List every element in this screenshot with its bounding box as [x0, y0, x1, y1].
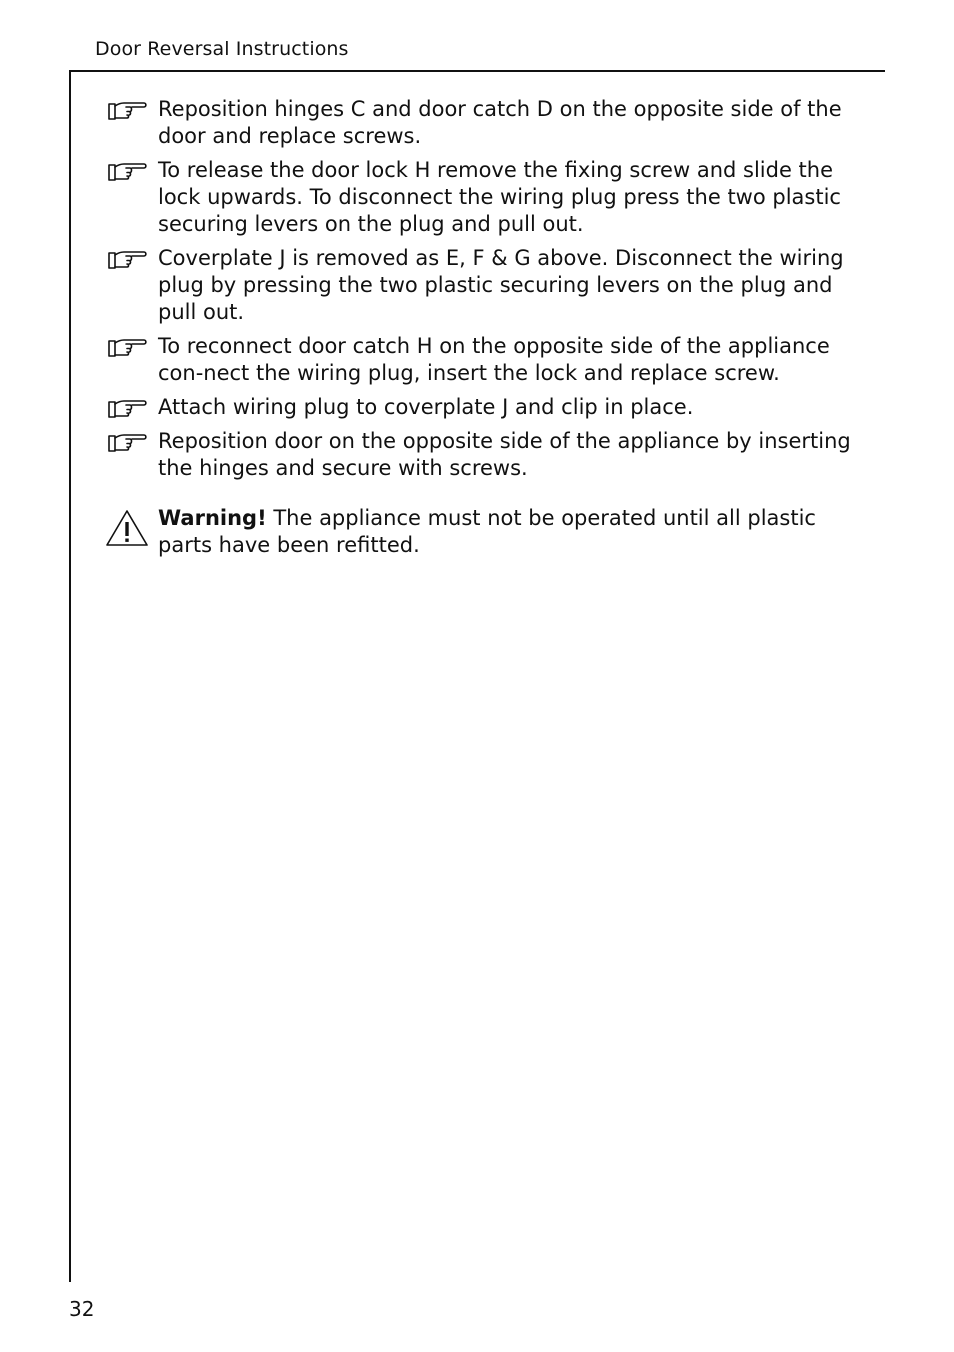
list-item [105, 157, 865, 238]
list-item [105, 245, 865, 326]
instruction-text: Coverplate J is removed as E, F & G above. Disconnect the wiring plug by pressing the two plastic securing levers on the plug and pull out. [158, 246, 844, 324]
warning-text: The appliance must not be operated until all plastic parts have been refitted. [158, 506, 816, 557]
pointing-hand-icon [108, 337, 148, 359]
header-rule [69, 70, 885, 72]
instruction-text: To reconnect door catch H on the opposite side of the appliance con-nect the wiring plug, insert the lock and replace screw. [158, 334, 830, 385]
list-item [105, 394, 865, 421]
warning-note [105, 505, 865, 559]
pointing-hand-icon [108, 249, 148, 271]
warning-triangle-icon [105, 509, 149, 549]
instruction-text: Reposition hinges C and door catch D on the opposite side of the door and replace screws. [158, 97, 842, 148]
instructions-list [105, 96, 865, 559]
margin-rule [69, 70, 71, 1282]
section-title: Door Reversal Instructions [95, 38, 349, 60]
list-item [105, 428, 865, 482]
instruction-text: Reposition door on the opposite side of the appliance by inserting the hinges and secure with screws. [158, 429, 851, 480]
page-number: 32 [69, 1297, 95, 1321]
pointing-hand-icon [108, 398, 148, 420]
instruction-text: Attach wiring plug to coverplate J and clip in place. [158, 395, 694, 419]
list-item [105, 333, 865, 387]
pointing-hand-icon [108, 161, 148, 183]
pointing-hand-icon [108, 100, 148, 122]
pointing-hand-icon [108, 432, 148, 454]
instruction-text: To release the door lock H remove the fixing screw and slide the lock upwards. To disconnect the wiring plug press the two plastic securing levers on the plug and pull out. [158, 158, 841, 236]
list-item [105, 96, 865, 150]
warning-label: Warning! [158, 506, 267, 530]
